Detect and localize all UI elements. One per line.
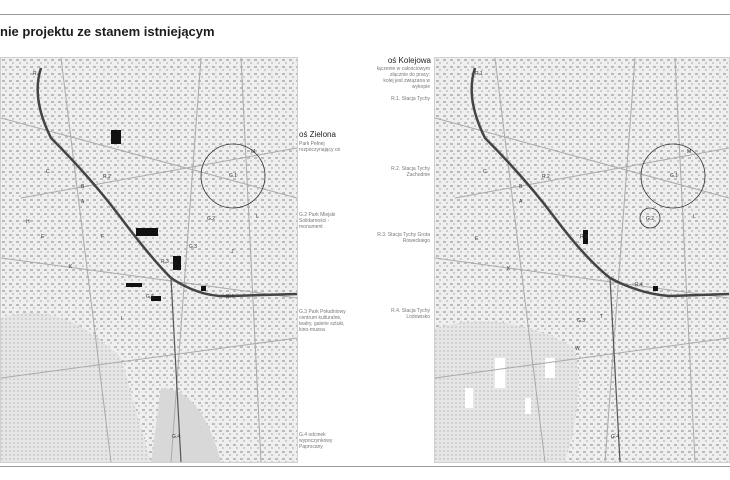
map-label: T xyxy=(600,314,604,320)
map-label: F xyxy=(101,234,105,240)
green-axis-item: G.4 odcinek wypoczynkowy Paprocany xyxy=(299,432,333,450)
green-axis-item: G.2 Park Miejski Solidarności - monument xyxy=(299,212,336,230)
left-map xyxy=(0,57,298,463)
map-label: G.3 xyxy=(189,244,198,250)
map-label: K xyxy=(507,266,511,272)
green-axis-panel xyxy=(299,130,359,139)
map-label: G.4 xyxy=(611,434,620,440)
rail-axis-intro: łączenie w całościowym złącznie do pracy: kolej jest związana w wykopie xyxy=(376,66,430,90)
map-label: W xyxy=(575,346,580,352)
forest-area xyxy=(435,321,578,462)
green-axis-item: G.3 Park Południowy centrum kulturalne, teatry, galerie sztuki, kino-muzea xyxy=(299,309,346,333)
map-label: G.4 xyxy=(172,434,181,440)
map-label: L xyxy=(256,214,259,220)
station-block xyxy=(653,286,658,291)
map-label: A xyxy=(519,199,523,205)
map-label: R.2 xyxy=(542,174,550,180)
map-label: R.4 xyxy=(635,282,643,288)
map-label: G.3 xyxy=(577,318,586,324)
map-label: H xyxy=(26,219,30,225)
map-label: A xyxy=(81,199,85,205)
map-label: G.1 xyxy=(229,173,238,179)
green-axis-item: Park Pełnej rozpoczynający oś xyxy=(299,141,341,153)
rail-axis-heading: oś Kolejowa xyxy=(387,56,431,65)
top-rule xyxy=(0,14,730,15)
map-label: B xyxy=(519,184,523,190)
map-label: G.2 xyxy=(207,216,216,222)
map-label: M xyxy=(251,149,256,155)
park-block xyxy=(126,283,142,287)
park-block xyxy=(136,228,158,236)
park-block xyxy=(111,130,121,144)
rail-axis-item: R.1. Stacja Tychy xyxy=(391,96,430,102)
map-label: R.2 xyxy=(103,174,111,180)
map-label: G.5 xyxy=(146,294,155,300)
map-label: I xyxy=(121,316,123,322)
park-block xyxy=(173,256,181,270)
map-label: R.3 xyxy=(580,234,588,240)
map-label: R.1 xyxy=(33,71,41,77)
map-label: E xyxy=(41,234,45,240)
rail-axis-item: R.3. Stacja Tychy Grota Roweckiego xyxy=(377,232,430,244)
map-label: G.1 xyxy=(670,173,679,179)
right-map xyxy=(434,57,730,463)
rail-axis-item: R.2. Stacja Tychy Zachodnie xyxy=(391,166,430,178)
map-label: R.3 xyxy=(161,259,169,265)
map-label: G.2 xyxy=(646,216,655,222)
map-label: L xyxy=(693,214,696,220)
map-label: E xyxy=(475,236,479,242)
map-label: K xyxy=(69,264,73,270)
map-label: B xyxy=(81,184,85,190)
rail-axis-item: R.4. Stacja Tychy Lodowisko xyxy=(391,308,430,320)
page-title: nie projektu ze stanem istniejącym xyxy=(0,24,215,39)
map-label: R.4 xyxy=(226,294,234,300)
bottom-rule xyxy=(0,466,730,467)
map-label: R.1 xyxy=(475,71,483,77)
map-label: C xyxy=(483,169,487,175)
map-label: J xyxy=(231,249,234,255)
park-block xyxy=(201,286,206,291)
map-label: M xyxy=(687,149,692,155)
green-axis-heading: oś Zielona xyxy=(299,130,336,139)
map-label: C xyxy=(46,169,50,175)
